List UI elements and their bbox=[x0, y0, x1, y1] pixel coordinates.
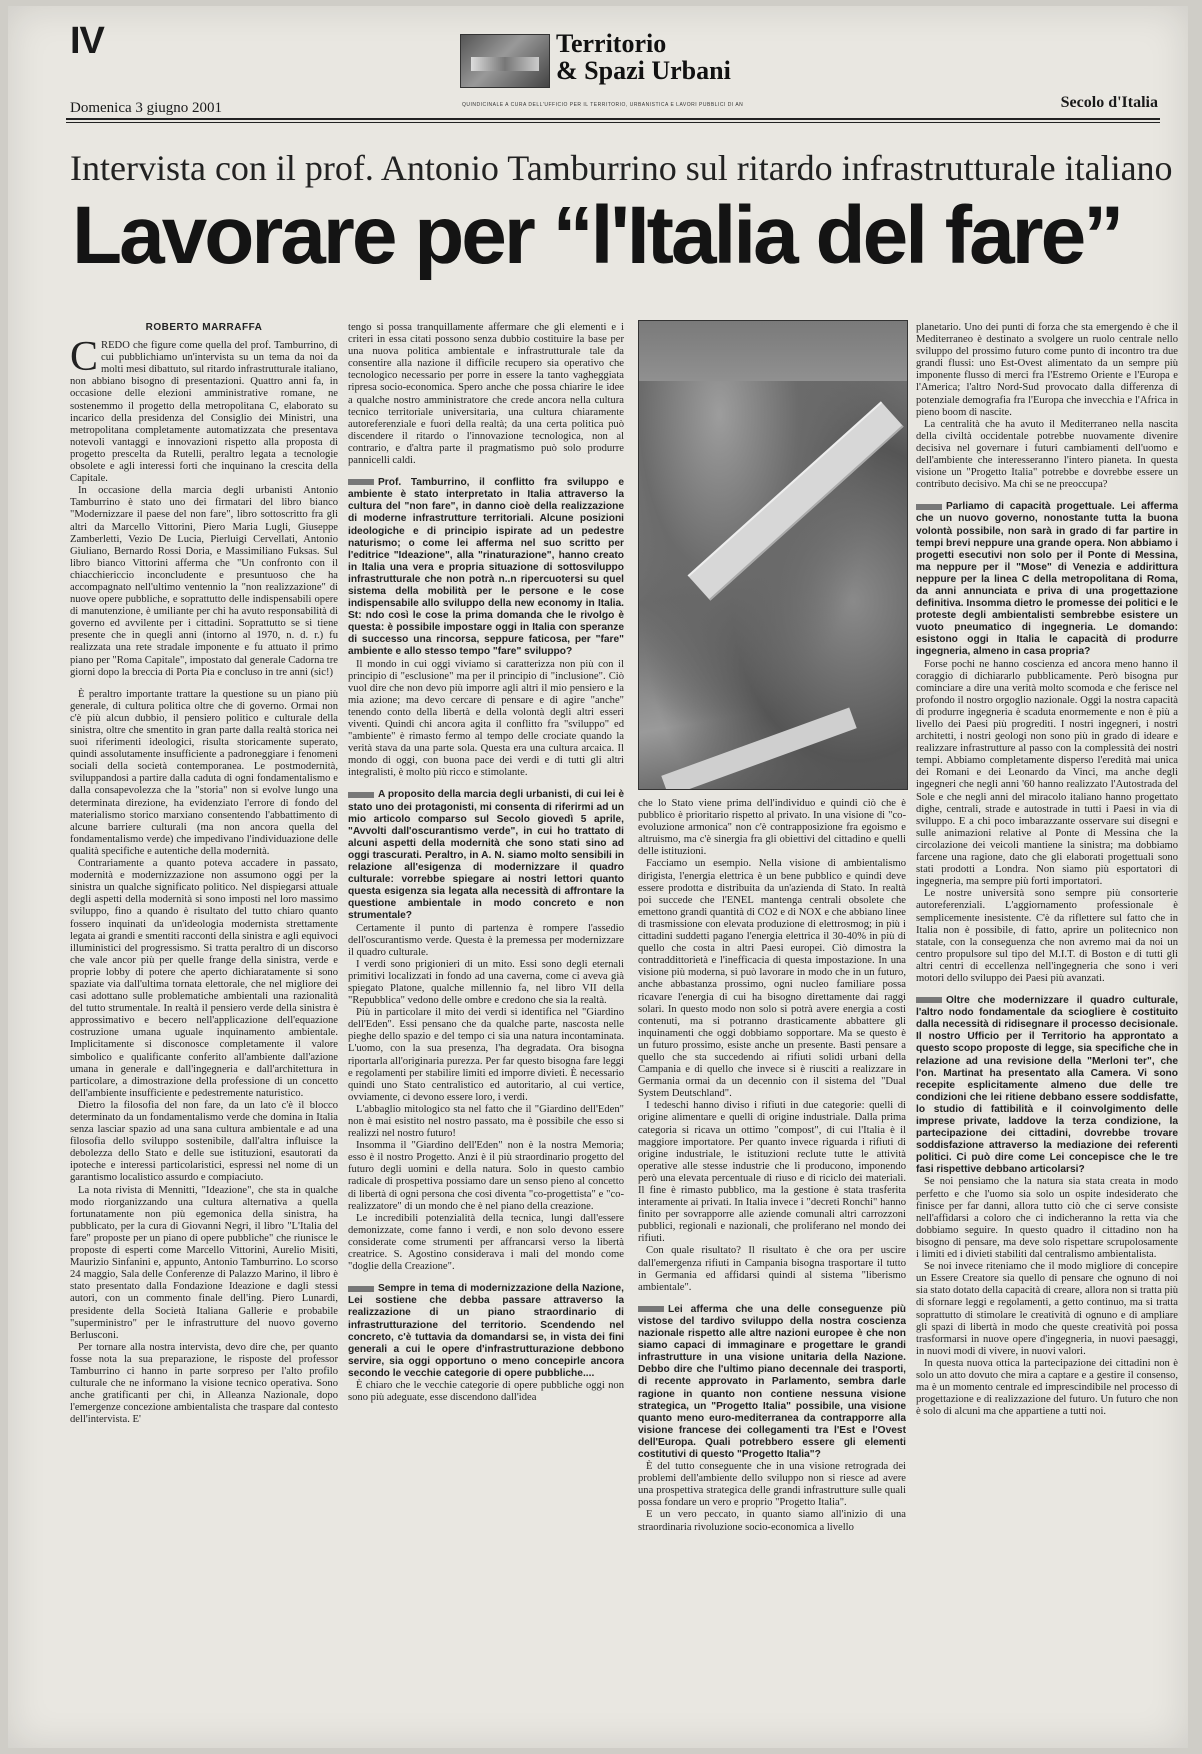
section-title bbox=[556, 30, 731, 84]
byline: ROBERTO MARRAFFA bbox=[145, 322, 263, 333]
col4-p1: La centralità che ha avuto il Mediterraneo nella nascita della civiltà occidentale potrebbe nuovamente divenire decisiva nel governare i futuri cambiamenti dell'uomo e dell'ambiente che interesseranno l'intero pianeta. In questa visione un "Progetto Italia" potrebbe e dovrebbe essere un contributo decisivo. Ma chi se ne preoccupa? bbox=[916, 418, 1178, 491]
col2-p11: È chiaro che le vecchie categorie di opere pubbliche oggi non sono più adeguate, esse discendono dall'idea bbox=[348, 1379, 624, 1404]
section-subtitle: QUINDICINALE A CURA DELL'UFFICIO PER IL TERRITORIO, URBANISTICA E LAVORI PUBBLICI DI AN bbox=[462, 102, 744, 108]
masthead-rule bbox=[66, 118, 1160, 120]
col1-p0: REDO che figure come quella del prof. Tamburrino, di cui pubblichiamo un'intervista su un tema da noi da molti mesi dibattuto, sul ritardo infrastrutturale italiano, non abbiano bisogno di presentazioni. Quattro anni fa, in occasione delle elezioni amministrative romane, ne sostenemmo il progetto della metropolitana C, elaborato su incarico della presidenza del Consiglio dei Ministri, una metropolitana completamente automatizzata che presentava notevoli vantaggi e innovazioni rispetto alla proposta di progetto prescelta da Rutelli, peraltro legata a tecnologie obsolete e agli interessi forti che inquinano la crescita della Capitale. bbox=[70, 340, 338, 485]
newspaper-page bbox=[8, 6, 1188, 1748]
col2-p6: Più in particolare il mito dei verdi si identifica nel "Giardino dell'Eden". Essi pensano che da qualche parte, nascosta nelle pieghe dello spazio e del tempo ci sia una natura incontaminata. L'uomo, con la sua presenza, l'ha degradata. Ora bisogna riportarla all'originaria purezza. Per far questo bisogna fare leggi e regolamenti per stabilire limiti ed imporre divieti. È necessario quindi uno Stato centralistico ed autoritario, al cui vertice, ovviamente, ci devono essere loro, i verdi. bbox=[348, 1007, 624, 1103]
question-4: Lei afferma che una delle conseguenze più vistose del tardivo sviluppo della nostra coscienza nazionale rispetto alle altre nazioni europee è che non siamo capaci di immaginare e progettare le grandi infrastrutture in una visione unitaria della Nazione. Debbo dire che l'ultimo piano decennale dei trasporti, di recente approvato in Parlamento, sembra darle ragione in quanto non contiene nessuna visione strategica, un "Progetto Italia" possibile, una visione quanto meno euro-mediterranea da contrapporre alla visione francese dei collegamenti tra l'Est e l'Ovest dell'Europa. Quali potrebbero essere gli elementi costitutivi di questo "Progetto Italia"? bbox=[638, 1303, 906, 1460]
col4-p7: Se noi invece riteniamo che il modo migliore di concepire un Essere Creatore sia quello di pensare che ognuno di noi sia stato dotato della capacità di creare, allora non si tratta più di sfornare leggi e regolamenti, a getto continuo, ma si tratta soprattutto di stimolare le creatività di ognuno e di ampliare gli spazi di libertà in modo che queste creatività poi possa trasformarsi in nuove opere d'ingegneria, in nuovi paesaggi, in nuovi modi di vivere, in nuovi valori. bbox=[916, 1261, 1178, 1357]
col3-p1: Facciamo un esempio. Nella visione di ambientalismo dirigista, l'energia elettrica è un bene pubblico e quindi deve essere prodotta e distribuita da un'azienda di Stato. In realtà poi succede che l'ENEL mantenga centrali obsolete che emettono grandi quantità di CO2 e di NOX e che abbiano linee di trasmissione con elevata produzione di elettrosmog; in più i cittadini suddetti pagano l'energia elettrica il 30-40% in più di quello che costa in altri Paesi europei. Ciò dimostra la contraddittorietà e l'inefficacia di questa impostazione. In una visione più moderna, si può lavorare in modo che in un futuro, anche abbastanza prossimo, ogni nucleo familiare possa ricavare l'energia di cui ha bisogno direttamente dai raggi solari. In questo modo non solo si potrà avere energia a costi contenuti, ma si potranno drasticamente abbattere gli inquinamenti che oggi dobbiamo sopportare. Ma se questo è un futuro prossimo, esiste anche un presente. Basti pensare a quello che sta succedendo ai rifiuti solidi urbani della Campania e di quello che invece si è riusciti a realizzare in Germania ormai da un decennio con il sistema del "Dual System Deutschland". bbox=[638, 858, 906, 1100]
section-title-line1: Territorio bbox=[556, 29, 667, 58]
col2-p9: Le incredibili potenzialità della tecnica, lungi dall'essere demonizzate, come fanno i verdi, e non solo devono essere considerate come strumenti per affrancarsi verso la libertà creatrice. S. Agostino considerava i mali del mondo come "doglie della Creazione". bbox=[348, 1212, 624, 1273]
page-number: IV bbox=[70, 20, 104, 62]
question-2: A proposito della marcia degli urbanisti, di cui lei è stato uno dei protagonisti, mi consenta di riferirmi ad un mio articolo comparso sul Secolo giovedì 5 aprile, "Avvolti dall'oscurantismo verde", in cui ho trattato di alcuni aspetti della modernità che sono stati sino ad oggi trascurati. Peraltro, in A. N. siamo molto sensibili in relazione all'esigenza di modernizzare il quadro culturale: vorrebbe spiegare ai nostri lettori quanto questa esigenza sia legata alla necessità di affrontare la questione ambientale in modo concreto e non strumentale? bbox=[348, 789, 624, 922]
col2-p2: Il mondo in cui oggi viviamo si caratterizza non più con il principio di "esclusione" ma per il principio di "inclusione". Ciò vuol dire che non devo più imporre agli altri il mio pensiero e la mia azione; ma devo cercare di pensare e di agire "anche" tenendo conto della libertà e della volontà degli altri esseri viventi. Quindi chi ancora agita il conflitto fra "sviluppo" ed "ambiente" è rimasto fermo al tempo delle crociate quando la verità stava da una parte sola. Questa era una cultura arcaica. Il mondo di oggi, con buona pace dei verdi e di tutti gli altri integralisti, è molto più ricco e stimolante. bbox=[348, 658, 624, 779]
col3-p6: E un vero peccato, in quanto siamo all'inizio di una straordinaria rivoluzione socio-economica a livello bbox=[638, 1509, 906, 1533]
col4-p0: planetario. Uno dei punti di forza che sta emergendo è che il Mediterraneo è destinato a svolgere un ruolo centrale nello sviluppo del prossimo futuro come punto di incontro tra due grandi flussi: uno Est-Ovest alimentato da un sempre più imponente flusso di merci fra l'Estremo Oriente e l'Europa e l'America; l'altro Nord-Sud provocato dalla differenza di potenziale demografia fra l'Europa che invecchia e l'Africa in pieno boom di nascite. bbox=[916, 322, 1178, 418]
column-2 bbox=[348, 322, 624, 1736]
article-headline: Lavorare per “l'Italia del fare” bbox=[72, 190, 1122, 281]
newspaper-name: Secolo d'Italia bbox=[1060, 94, 1158, 111]
col1-p4: Dietro la filosofia del non fare, da un lato c'è il blocco determinato da un fondamentalismo verde che domina in Italia senza lasciar spazio ad una sana cultura ambientale e ad una filosofia dello sviluppo sostenibile, dall'altra influisce la debolezza dello Stato e delle sue istituzioni, esautorati da ipoteche e interessi particolaristici, espressi nel nome di un garantismo localistico assurdo e compiaciuto. bbox=[70, 1099, 338, 1184]
article-kicker: Intervista con il prof. Antonio Tamburrino sul ritardo infrastrutturale italiano bbox=[70, 148, 1173, 188]
col2-p5: I verdi sono prigionieri di un mito. Essi sono degli eternali primitivi localizzati in fondo ad una caverna, come ci aveva già spiegato Platone, qualche millennio fa, nel libro VII della "Repubblica" vedono delle ombre e credono che sia la realtà. bbox=[348, 958, 624, 1007]
col1-p3: Contrariamente a quanto poteva accadere in passato, modernità e modernizzazione non assumono oggi per la sinistra un qualche significato politico. Nel dispiegarsi attuale degli aspetti della modernità si sono imposti nel loro massimo sviluppo, fino a quando è risultato del tutto chiaro quanto fossero inquinati da un'ideologia modernista strettamente legata ai grandi e smentiti racconti della sinistra e agli equivoci illuministici del progressismo. Si tratta peraltro di un discorso che vale ancor più per quelle frange della sinistra, verde e proprie lobby di potere che aperto dichiaratamente si sono spaziate via dall'ultima tornata elettorale, che nel migliore dei casi adottano sulle problematiche ambientali una razionalità del tutto strumentale. In realtà il pensiero verde della sinistra è approssimativo e becero nell'applicazione dell'equazione costruzione umana uguale inquinamento ambientale. Implicitamente si disconosce completamente il valore simbolico e qualificante conferito all'ambiente dall'azione umana in generale e dall'ingegneria e dall'architettura in particolare, a dimostrazione della professione di un concetto dell'ambiente insufficiente e pedestremente naturistico. bbox=[70, 858, 338, 1099]
col1-p2: È peraltro importante trattare la questione su un piano più generale, di cultura politica oltre che di governo. Ormai non c'è più alcun dubbio, il pensiero politico e culturale della sinistra, oltre che smentito in gran parte dalla realtà storica nei suoi riferimenti ideologici, risulta storicamente superato, quindi assolutamente insufficiente a padroneggiare i fenomeni sociali della società contemporanea. Le postmodernità, sviluppandosi a partire dalla caduta di ogni fondamentalismo e dalla consapevolezza che la "storia" non si evolve lungo una determinata direzione, ha evidenziato l'errore di fondo del materialismo storico marxiano consentendo l'abbattimento di alcune barriere culturali (ma non ancora quella del fondamentalismo verde) che impedivano l'individuazione delle qualità specifiche e autentiche della modernità. bbox=[70, 688, 338, 857]
col4-p4: Le nostre università sono sempre più consorterie autoreferenziali. L'aggiornamento professionale è semplicemente inesistente. C'è da riflettere sul fatto che in Italia non è possibile, di fatto, aprire un politecnico non statale, con la conseguenza che non avremo mai da noi un centro propulsore sul tipo del M.I.T. di Boston e di tutti gli altri centri di eccellenza nell'ingegneria che sono i veri motori dello sviluppo dei Paesi più avanzati. bbox=[916, 888, 1178, 984]
masthead-rule-thin bbox=[66, 122, 1160, 123]
photo-sky bbox=[639, 321, 907, 381]
col1-p1: In occasione della marcia degli urbanisti Antonio Tamburrino è stato uno dei firmatari del libro bianco "Modernizzare il paese del non fare", libro sottoscritto fra gli altri da Marcello Vittorini, Piero Maria Lugli, Giuseppe Zamberletti, Vezio De Lucia, Pierluigi Cervellati, Antonio Giuliano, Bernardo Rossi Doria, e Massimiliano Fuksas. Sul libro bianco Vittorini afferma che "Un confronto con il chiacchiericcio inconcludente e presuntuoso che ha accompagnato nell'ultimo ventennio la "non realizzazione" di nuove opere pubbliche, e soprattutto delle indispensabili opere di manutenzione, è umiliante per chi ha avuto responsabilità di governo ed avvilente per i cittadini. Soprattutto se si tiene presente che in quegli anni (intorno al 1970, n. d. r.) fu realizzata una rete stradale imponente e fu attuato il primo piano per "Roma Capitale", impostato dal generale Cadorna tre giorni dopo la breccia di Porta Pia e concluso in tre anni (sic!) bbox=[70, 485, 338, 678]
highway-viaduct-photo bbox=[638, 320, 908, 790]
question-3: Sempre in tema di modernizzazione della Nazione, Lei sostiene che debba passare attraverso la realizzazione di un piano straordinario di infrastrutturazione del territorio. Scendendo nel concreto, c'è tuttavia da domandarsi se, in vista dei fini generali a cui le opere d'infrastrutturazione debbono servire, sia oggi opportuno o meno concepirle ancora secondo le vecchie categorie di opere pubbliche.... bbox=[348, 1283, 624, 1379]
col1-p6: Per tornare alla nostra intervista, devo dire che, per quanto fosse nota la sua preparazione, le risposte del professor Tamburrino ci hanno in parte sorpreso per l'alto profilo culturale che ne informano la visione tecnico operativa. Sono anche gratificanti per chi, in Alleanza Nazionale, dopo l'emergenze concezione ambientalista che traspare dal contesto dell'intervista. E' bbox=[70, 1341, 338, 1426]
col4-p8: In questa nuova ottica la partecipazione dei cittadini non è solo un atto dovuto che mira a captare e a gestire il consenso, ma è un momento centrale ed imprescindibile nel processo di progettazione e di realizzazione del futuro. Un futuro che non è solo di alcuni ma che appartiene a tutti noi. bbox=[916, 1357, 1178, 1418]
col1-p5: La nota rivista di Mennitti, "Ideazione", che sta in qualche modo riorganizzando una cultura alternativa a quella fortunatamente non più egemonica della sinistra, ha pubblicato, per la cura di Giovanni Negri, il libro "L'Italia del fare" proposte per un piano di opere pubbliche" che riunisce le proposte di esperti come Marcello Vittorini, Aurelio Misiti, Maurizio Sinfanini e, appunto, Antonio Tamburrino. Lo scorso 24 maggio, Sala delle Conferenze di Palazzo Marino, il libro è stato presentato dalla Fondazione Ideazione e dagli stessi autori, con un commento finale dell'ing. Piero Lunardi, presidente della Società Italiana Gallerie e probabile "superministro" per le infrastrutture del nuovo governo Berlusconi. bbox=[70, 1184, 338, 1341]
col3-p5: È del tutto conseguente che in una visione retrograda dei problemi dell'ambiente dello sviluppo non si riesce ad avere una prospettiva strategica delle grandi infrastrutture sulle quali possa fondare un vero e proprio "Progetto Italia". bbox=[638, 1461, 906, 1509]
question-1: Prof. Tamburrino, il conflitto fra sviluppo e ambiente è stato interpretato in Italia attraverso la cultura del "non fare", in danno cioè della realizzazione di moderne infrastrutture territoriali. Alcune posizioni ideologiche e di principio ispirate ad un pedestre naturismo; o come lei afferma nel suo scritto per l'editrice "Ideazione", alla "rinaturazione", hanno creato in Italia una vera e propria situazione di sottosviluppo infrastrutturale che non potrà n..n ripercuotersi su quel sistema della mobilità per le persone e le cose indispensabile allo sviluppo della new economy in Italia. St: ndo così le cose la prima domanda che le rivolgo è questa: è possibile impostare oggi in Italia con speranze di successo una rincorsa, seppure faticosa, per "fare" ambiente e allo stesso tempo "fare" sviluppo? bbox=[348, 477, 624, 658]
column-4 bbox=[916, 322, 1178, 1736]
col4-p6: Se noi pensiamo che la natura sia stata creata in modo perfetto e che l'uomo sia solo un ospite indesiderato che finisce per far danni, allora tutto ciò che ci serve consiste nell'affidarsi a coloro che ci indicheranno la retta via che dobbiamo seguire. In questo quadro il cittadino non ha bisogno di pensare, ma deve solo rispettare scrupolosamente i limiti ed i divieti stabiliti dal centralismo ambientalista. bbox=[916, 1176, 1178, 1261]
col4-p3: Forse pochi ne hanno coscienza ed ancora meno hanno il coraggio di dichiararlo pubblicamente. Però bisogna pur cominciare a dire una verità molto scomoda e che ferisce nel profondo il nostro orgoglio nazionale. Oggi la nostra capacità di produrre ingegneria è scaduta enormemente e non è più a livello dei Paesi più progrediti. I nostri ingegneri, i nostri architetti, i nostri geologi non sono più in grado di ideare e realizzare infrastrutture al passo con la complessità dei nostri tempi. Abbiamo completamente disperso l'eredità mai unica dei Romani e dei Leonardo da Vinci, ma anche degli ingegneri che negli anni '60 hanno realizzato l'Autostrada del Sole e che negli anni del miracolo italiano hanno progettato dighe, centrali, strade e autostrade in tutti i Paesi in via di sviluppo. E a chi poco imbarazzante osservare sui disegni e sulle animazioni relative al Ponte di Messina che la circolazione dei veicoli mantiene la sinistra; ma dobbiamo farcene una ragione, dato che gli elaborati progettuali sono stati prodotti a Londra. Non siamo più esportatori di ingegneria, ma sempre più forti importatori. bbox=[916, 658, 1178, 888]
col2-p8: Insomma il "Giardino dell'Eden" non è la nostra Memoria; esso è il nostro Progetto. Anzi è il più straordinario progetto del futuro degli uomini e della natura. Solo in questo cambio radicale di prospettiva possiamo dare un senso pieno al concetto di libertà di ogni persona che così diventa "co-progettista" e "co-realizzatore" di un mondo che è nel piano della creazione. bbox=[348, 1140, 624, 1212]
drop-cap: C bbox=[70, 334, 99, 381]
column-3 bbox=[638, 798, 906, 1736]
col2-p0: tengo si possa tranquillamente affermare che gli elementi e i criteri in essa citati possono senza dubbio costituire la base per una nuova politica ambientale e infrastrutturale tale da consentire alla nazione il difficile recupero sia operativo che tecnologico necessario per porre in essere la tanto vagheggiata ripresa socio-economica. Spero anche che possa chiarire le idee a qualche nostro amministratore che crede ancora nella cultura tecnico territoriale universitaria, una cultura chiaramente autoreferenziale e fuori della realtà; da una certa politica può discendere il ritardo o l'innovazione tecnologica, non al contrario, e d'altra parte il pragmatismo può solo produrre pannicelli caldi. bbox=[348, 322, 624, 467]
section-logo-image bbox=[460, 34, 550, 88]
question-5: Parliamo di capacità progettuale. Lei afferma che un nuovo governo, nonostante tutta la buona volontà possibile, non sarà in grado di far partire in tempi brevi neppure una grande opera. Non abbiamo i progetti esecutivi non solo per il Ponte di Messina, ma neppure per il "Mose" di Venezia e addirittura neppure per la linea C della metropolitana di Roma, da anni annunciata e priva di una progettazione definitiva. Insomma dietro le promesse dei politici e le proteste degli ambientalisti sembrebbe esistere un vuoto pneumatico di ingegneria. Le domando: esistono oggi in Italia le capacità di produrre ingegneria, almeno in casa propria? bbox=[916, 501, 1178, 658]
col2-p4: Certamente il punto di partenza è rompere l'assedio dell'oscurantismo verde. Questa è la premessa per modernizzare il quadro culturale. bbox=[348, 922, 624, 958]
column-1 bbox=[70, 322, 338, 1736]
col3-p2: I tedeschi hanno diviso i rifiuti in due categorie: quelli di origine alimentare e quelli di origine industriale. Dalla prima categoria si ricava un ottimo "compost", di cui l'Italia è il maggiore importatore. Per quanto invece riguarda i rifiuti di origine industriale, le istituzioni reclute tutte le attività operative alle stesse industrie che li producono, imponendo però una elevata percentuale di riuso e di riciclo dei materiali. Il fine è rimasto pubblico, ma la gestione è stata trasferita interamente ai privati. In Italia invece i "decreti Ronchi" hanno finito per sovrapporre alle aziende comunali altri carrozzoni pubblici, regionali e nazionali, che proliferano nel mondo dei rifiuti. bbox=[638, 1100, 906, 1245]
issue-date: Domenica 3 giugno 2001 bbox=[70, 100, 223, 116]
col3-p0: che lo Stato viene prima dell'individuo e quindi ciò che è pubblico è prioritario rispetto al privato. In una visione di "co-evoluzione armonica" non c'è contrapposizione fra egoismo e altruismo, ma c'è sinergia fra gli obiettivi del cittadino e quelli delle istituzioni. bbox=[638, 798, 906, 858]
section-title-line2: & Spazi Urbani bbox=[556, 56, 731, 85]
col3-p3: Con quale risultato? Il risultato è che ora per uscire dall'emergenza rifiuti in Campania bisogna trasportare il tutto in Germania ed affidarsi quindi al sistema "liberismo ambientale". bbox=[638, 1245, 906, 1293]
question-6: Oltre che modernizzare il quadro culturale, l'altro nodo fondamentale da sciogliere è costituito dalla necessità di ridisegnare il processo decisionale. Il nostro Ufficio per il Territorio ha approntato a questo scopo proposte di legge, sia specifiche che in relazione ad una revisione della "Merloni ter", che l'on. Martinat ha presentato alla Camera. Vi sono recepite esplicitamente almeno due delle tre condizioni che lei ritiene debbano essere soddisfatte, lo studio di fattibilità e il coinvolgimento delle imprese private, laddove la terza condizione, la partecipazione dei cittadini, dovrebbe trovare soddisfazione attraverso la mediazione dei referenti politici. Ci può dire come Lei concepisce che le tre fasi rispettive debbano articolarsi? bbox=[916, 995, 1178, 1176]
col2-p7: L'abbaglio mitologico sta nel fatto che il "Giardino dell'Eden" non è mai esistito nel nostro passato, ma è possibile che esso si realizzi nel nostro futuro! bbox=[348, 1103, 624, 1140]
photo-road-lower bbox=[661, 707, 856, 790]
photo-road bbox=[688, 401, 904, 600]
lead-paragraph bbox=[70, 334, 338, 485]
